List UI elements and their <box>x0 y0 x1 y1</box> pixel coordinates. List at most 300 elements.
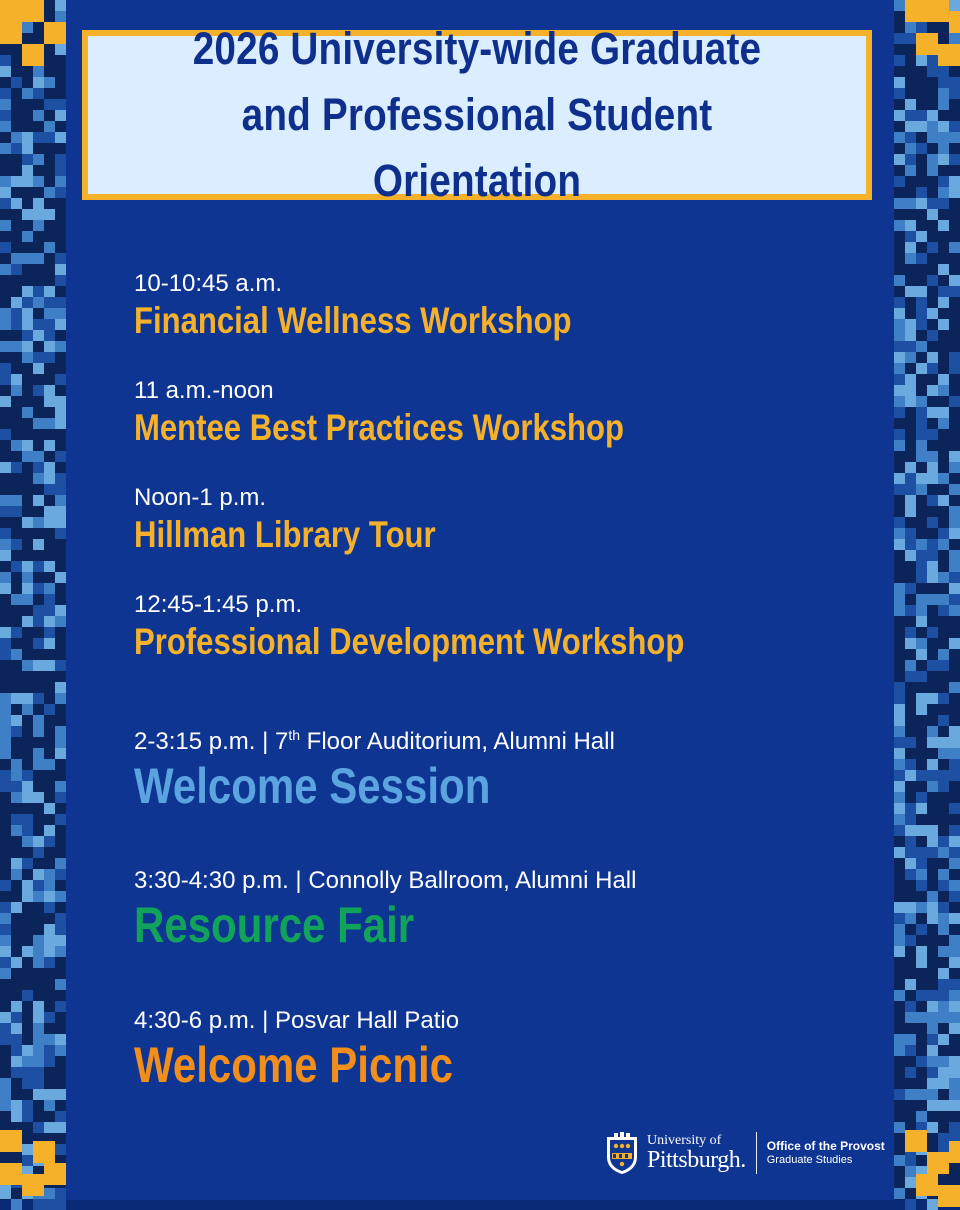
border-square <box>22 231 33 242</box>
border-square <box>0 913 11 924</box>
border-square <box>894 154 905 165</box>
event-name: Mentee Best Practices Workshop <box>134 407 624 448</box>
border-square <box>33 660 44 671</box>
border-square <box>916 847 927 858</box>
border-square <box>11 1067 22 1078</box>
border-square <box>916 902 927 913</box>
border-square <box>894 77 905 88</box>
border-square <box>33 583 44 594</box>
border-square <box>55 792 66 803</box>
border-square <box>11 341 22 352</box>
border-square <box>927 1001 938 1012</box>
border-square <box>894 1034 905 1045</box>
border-square <box>894 319 905 330</box>
border-square <box>55 891 66 902</box>
border-square <box>894 517 905 528</box>
border-square <box>894 792 905 803</box>
border-square <box>44 1056 55 1067</box>
border-square <box>905 1177 916 1188</box>
border-square <box>927 1100 938 1111</box>
border-square <box>44 759 55 770</box>
border-square <box>33 935 44 946</box>
border-square <box>938 649 949 660</box>
border-square <box>894 440 905 451</box>
border-square <box>33 539 44 550</box>
university-wordmark <box>647 1134 746 1172</box>
border-square <box>894 594 905 605</box>
border-square <box>927 836 938 847</box>
border-square <box>55 275 66 286</box>
border-square <box>894 275 905 286</box>
border-square <box>905 484 916 495</box>
border-square <box>44 1034 55 1045</box>
border-square <box>55 176 66 187</box>
title-box <box>82 23 872 206</box>
border-square <box>894 198 905 209</box>
border-square <box>938 176 949 187</box>
border-square <box>55 935 66 946</box>
border-square <box>22 583 33 594</box>
border-square <box>927 55 938 66</box>
border-square <box>905 154 916 165</box>
footer-logo <box>605 1128 895 1178</box>
border-square <box>0 99 11 110</box>
border-square <box>44 396 55 407</box>
border-square <box>938 1001 949 1012</box>
border-square <box>22 825 33 836</box>
border-square <box>927 132 938 143</box>
border-square <box>55 11 66 22</box>
border-square <box>905 671 916 682</box>
border-square <box>905 979 916 990</box>
border-square <box>905 913 916 924</box>
border-square <box>938 594 949 605</box>
border-square <box>938 198 949 209</box>
border-square <box>938 473 949 484</box>
border-square <box>905 220 916 231</box>
border-square <box>916 957 927 968</box>
border-square <box>905 836 916 847</box>
border-square <box>11 1023 22 1034</box>
border-square <box>11 264 22 275</box>
border-square <box>55 1111 66 1122</box>
border-square <box>11 858 22 869</box>
border-square <box>927 891 938 902</box>
border-square <box>938 572 949 583</box>
border-square <box>938 902 949 913</box>
border-square <box>927 66 938 77</box>
border-square <box>22 1144 33 1155</box>
border-square <box>927 385 938 396</box>
border-gold-square <box>916 1174 938 1196</box>
border-square <box>938 319 949 330</box>
border-square <box>949 583 960 594</box>
border-square <box>55 473 66 484</box>
border-square <box>55 308 66 319</box>
border-square <box>22 22 33 33</box>
border-square <box>949 396 960 407</box>
border-square <box>33 869 44 880</box>
border-square <box>905 770 916 781</box>
border-square <box>44 121 55 132</box>
border-square <box>0 264 11 275</box>
border-square <box>894 814 905 825</box>
border-square <box>33 132 44 143</box>
border-square <box>55 814 66 825</box>
border-square <box>938 418 949 429</box>
border-square <box>938 748 949 759</box>
border-square <box>927 242 938 253</box>
border-square <box>33 1199 44 1210</box>
border-square <box>916 22 927 33</box>
border-square <box>949 858 960 869</box>
border-square <box>905 99 916 110</box>
border-square <box>44 319 55 330</box>
border-square <box>894 528 905 539</box>
border-square <box>894 693 905 704</box>
border-square <box>22 616 33 627</box>
footer-divider <box>756 1132 757 1174</box>
border-square <box>11 319 22 330</box>
border-square <box>33 715 44 726</box>
border-square <box>905 550 916 561</box>
border-square <box>11 902 22 913</box>
border-square <box>949 0 960 11</box>
border-square <box>0 638 11 649</box>
border-square <box>938 880 949 891</box>
border-square <box>927 1023 938 1034</box>
border-square <box>33 198 44 209</box>
border-square <box>894 396 905 407</box>
border-square <box>55 781 66 792</box>
border-square <box>938 605 949 616</box>
border-square <box>894 352 905 363</box>
border-square <box>33 693 44 704</box>
border-square <box>905 1155 916 1166</box>
border-square <box>916 550 927 561</box>
border-square <box>894 770 905 781</box>
border-square <box>11 198 22 209</box>
border-square <box>916 1012 927 1023</box>
border-square <box>916 572 927 583</box>
border-gold-square <box>927 1152 949 1174</box>
border-square <box>949 572 960 583</box>
border-square <box>22 561 33 572</box>
border-square <box>938 264 949 275</box>
border-square <box>33 1023 44 1034</box>
border-square <box>916 616 927 627</box>
border-square <box>22 704 33 715</box>
border-square <box>11 143 22 154</box>
border-square <box>22 286 33 297</box>
border-square <box>0 572 11 583</box>
border-square <box>11 506 22 517</box>
border-square <box>11 726 22 737</box>
border-square <box>905 341 916 352</box>
border-square <box>894 682 905 693</box>
border-square <box>11 1100 22 1111</box>
border-square <box>927 1045 938 1056</box>
border-square <box>11 1056 22 1067</box>
border-square <box>949 1078 960 1089</box>
border-square <box>44 803 55 814</box>
border-square <box>916 946 927 957</box>
border-square <box>894 737 905 748</box>
border-square <box>44 605 55 616</box>
border-square <box>905 132 916 143</box>
border-square <box>44 627 55 638</box>
border-square <box>0 396 11 407</box>
border-square <box>894 1155 905 1166</box>
border-square <box>55 1001 66 1012</box>
border-square <box>894 308 905 319</box>
border-square <box>894 363 905 374</box>
border-gold-square <box>0 0 22 22</box>
border-square <box>938 1012 949 1023</box>
border-gold-square <box>22 0 44 22</box>
border-square <box>33 1067 44 1078</box>
border-square <box>0 143 11 154</box>
border-square <box>916 858 927 869</box>
border-square <box>22 308 33 319</box>
border-square <box>949 979 960 990</box>
border-square <box>916 363 927 374</box>
border-square <box>949 1012 960 1023</box>
border-square <box>22 880 33 891</box>
border-square <box>905 814 916 825</box>
border-square <box>11 440 22 451</box>
border-square <box>0 726 11 737</box>
border-square <box>927 990 938 1001</box>
border-square <box>938 1067 949 1078</box>
border-square <box>55 858 66 869</box>
border-square <box>938 946 949 957</box>
border-square <box>905 165 916 176</box>
border-square <box>927 451 938 462</box>
border-square <box>33 154 44 165</box>
border-square <box>927 693 938 704</box>
border-square <box>55 1199 66 1210</box>
border-square <box>33 1034 44 1045</box>
border-square <box>11 594 22 605</box>
border-gold-square <box>905 1130 927 1152</box>
border-square <box>949 1001 960 1012</box>
border-square <box>905 825 916 836</box>
border-square <box>905 638 916 649</box>
border-square <box>927 759 938 770</box>
border-gold-square <box>927 0 949 22</box>
border-square <box>949 605 960 616</box>
border-gold-square <box>0 22 22 44</box>
border-square <box>33 847 44 858</box>
border-square <box>894 803 905 814</box>
border-square <box>11 814 22 825</box>
border-square <box>11 539 22 550</box>
border-square <box>916 704 927 715</box>
border-square <box>894 407 905 418</box>
border-square <box>938 869 949 880</box>
border-square <box>949 638 960 649</box>
border-square <box>33 946 44 957</box>
border-square <box>55 253 66 264</box>
border-square <box>33 88 44 99</box>
border-square <box>938 121 949 132</box>
border-square <box>55 1045 66 1056</box>
event-hillman-library-tour <box>134 484 493 558</box>
border-square <box>44 209 55 220</box>
event-time: Noon-1 p.m. <box>134 484 267 511</box>
event-name: Financial Wellness Workshop <box>134 300 572 341</box>
border-square <box>916 110 927 121</box>
border-square <box>0 1100 11 1111</box>
border-square <box>927 550 938 561</box>
border-square <box>938 297 949 308</box>
border-square <box>905 242 916 253</box>
border-square <box>55 693 66 704</box>
border-square <box>905 803 916 814</box>
border-square <box>949 132 960 143</box>
border-square <box>905 110 916 121</box>
border-square <box>55 1144 66 1155</box>
border-square <box>905 33 916 44</box>
border-square <box>916 770 927 781</box>
border-gold-square <box>916 33 938 55</box>
border-square <box>927 275 938 286</box>
border-square <box>0 957 11 968</box>
border-square <box>44 1199 55 1210</box>
border-square <box>44 517 55 528</box>
border-square <box>55 451 66 462</box>
border-square <box>927 1122 938 1133</box>
border-square <box>894 748 905 759</box>
border-square <box>949 1056 960 1067</box>
border-square <box>33 220 44 231</box>
border-square <box>905 528 916 539</box>
left-border-pattern <box>0 0 66 1200</box>
border-square <box>22 946 33 957</box>
border-square <box>55 946 66 957</box>
border-square <box>44 946 55 957</box>
border-square <box>33 286 44 297</box>
border-square <box>55 924 66 935</box>
border-square <box>927 308 938 319</box>
border-square <box>905 737 916 748</box>
border-square <box>949 825 960 836</box>
university-line-1: University of <box>647 1133 722 1148</box>
border-square <box>11 1199 22 1210</box>
border-square <box>44 308 55 319</box>
border-square <box>55 572 66 583</box>
border-square <box>949 550 960 561</box>
event-time: 10-10:45 a.m. <box>134 270 283 297</box>
border-square <box>0 121 11 132</box>
border-square <box>0 66 11 77</box>
border-gold-square <box>949 1141 960 1163</box>
border-square <box>894 935 905 946</box>
border-square <box>916 253 927 264</box>
border-square <box>55 748 66 759</box>
event-name: Hillman Library Tour <box>134 514 436 555</box>
event-time-location: Floor Auditorium, Alumni Hall <box>300 728 615 755</box>
border-square <box>33 297 44 308</box>
border-square <box>55 660 66 671</box>
ordinal-suffix: th <box>288 727 300 743</box>
border-square <box>0 781 11 792</box>
border-square <box>0 902 11 913</box>
event-welcome-session <box>134 728 615 816</box>
border-square <box>55 616 66 627</box>
border-square <box>0 462 11 473</box>
border-square <box>927 1012 938 1023</box>
border-square <box>927 407 938 418</box>
border-square <box>44 1045 55 1056</box>
border-square <box>916 341 927 352</box>
border-square <box>33 253 44 264</box>
border-square <box>33 517 44 528</box>
border-square <box>949 154 960 165</box>
border-square <box>22 132 33 143</box>
border-square <box>33 473 44 484</box>
border-square <box>0 1188 11 1199</box>
border-square <box>894 1045 905 1056</box>
border-square <box>33 880 44 891</box>
border-square <box>927 781 938 792</box>
border-square <box>0 737 11 748</box>
border-square <box>0 429 11 440</box>
border-square <box>927 737 938 748</box>
border-square <box>905 869 916 880</box>
border-square <box>44 132 55 143</box>
border-square <box>0 1078 11 1089</box>
border-square <box>949 957 960 968</box>
border-square <box>894 176 905 187</box>
border-square <box>0 220 11 231</box>
border-square <box>927 1034 938 1045</box>
border-square <box>916 1056 927 1067</box>
border-square <box>44 638 55 649</box>
border-square <box>11 462 22 473</box>
border-square <box>938 968 949 979</box>
border-square <box>11 759 22 770</box>
border-square <box>55 99 66 110</box>
border-square <box>927 561 938 572</box>
border-square <box>22 858 33 869</box>
border-square <box>0 627 11 638</box>
border-square <box>11 297 22 308</box>
border-square <box>905 473 916 484</box>
border-square <box>894 88 905 99</box>
border-square <box>927 121 938 132</box>
border-square <box>927 352 938 363</box>
border-square <box>22 792 33 803</box>
border-square <box>938 913 949 924</box>
border-square <box>916 143 927 154</box>
border-square <box>905 1045 916 1056</box>
border-square <box>916 121 927 132</box>
border-square <box>55 913 66 924</box>
border-square <box>22 660 33 671</box>
border-square <box>11 176 22 187</box>
border-square <box>33 726 44 737</box>
border-square <box>938 99 949 110</box>
border-square <box>0 528 11 539</box>
border-square <box>905 858 916 869</box>
border-square <box>927 847 938 858</box>
border-square <box>905 286 916 297</box>
border-square <box>938 154 949 165</box>
border-square <box>22 143 33 154</box>
event-welcome-picnic <box>134 1007 514 1095</box>
